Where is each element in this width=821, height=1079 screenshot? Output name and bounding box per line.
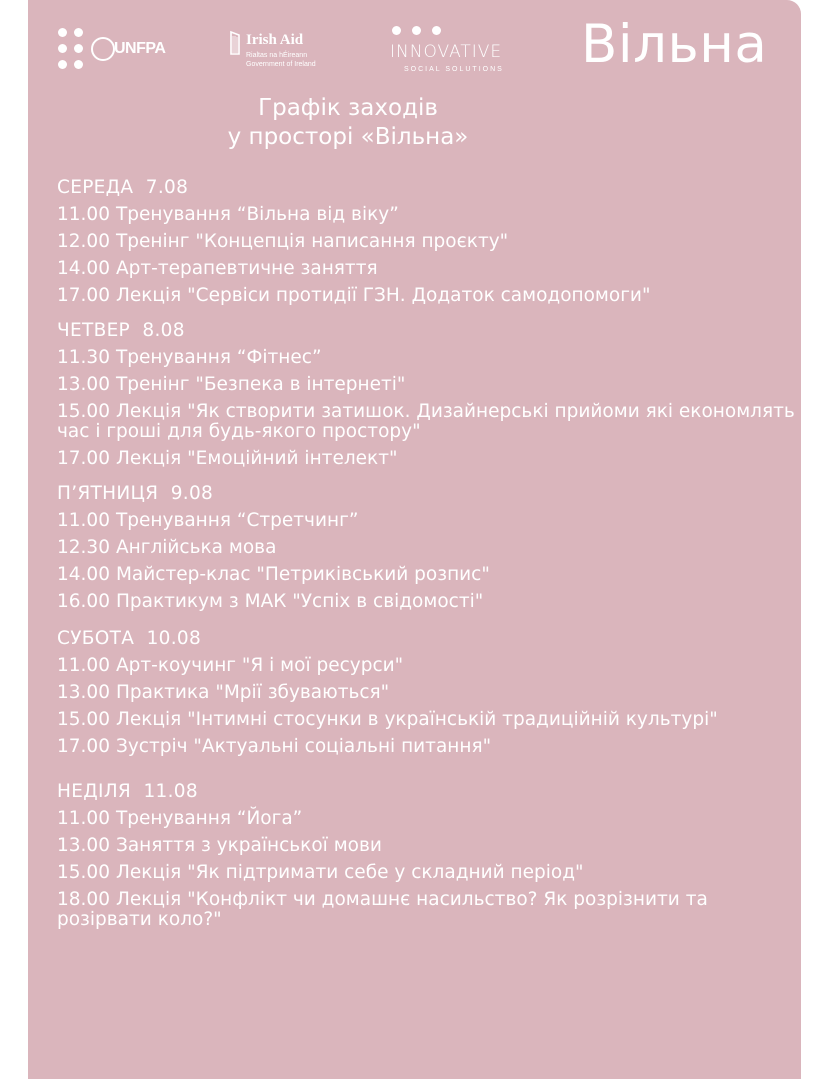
day-name: СУБОТА bbox=[57, 628, 135, 649]
schedule-event bbox=[57, 683, 797, 703]
event-title: Лекція "Як підтримати себе у складний період" bbox=[115, 862, 584, 883]
event-title: Тренування “Фітнес” bbox=[115, 347, 322, 368]
iss-subtitle: SOCIAL SOLUTIONS bbox=[404, 66, 504, 73]
schedule-event bbox=[57, 538, 797, 558]
day-block bbox=[57, 318, 797, 469]
harp-icon bbox=[228, 30, 242, 56]
event-time: 17.00 bbox=[57, 736, 110, 757]
title-line-2: у просторі «Вільна» bbox=[227, 124, 469, 150]
schedule-event bbox=[57, 863, 797, 883]
day-heading bbox=[57, 481, 797, 507]
event-title: Практикум з МАК "Успіх в свідомості" bbox=[115, 591, 484, 612]
schedule-event bbox=[57, 402, 797, 442]
schedule-event bbox=[57, 286, 797, 306]
day-heading bbox=[57, 626, 797, 652]
event-time: 17.00 bbox=[57, 285, 110, 306]
event-title: Тренування “Стретчинг” bbox=[115, 510, 359, 531]
day-date: 10.08 bbox=[146, 628, 202, 649]
day-name: СЕРЕДА bbox=[57, 177, 134, 198]
irish-aid-logo bbox=[228, 30, 338, 78]
schedule-event bbox=[57, 449, 797, 469]
event-time: 15.00 bbox=[57, 709, 110, 730]
event-time: 12.30 bbox=[57, 537, 110, 558]
event-time: 11.30 bbox=[57, 347, 110, 368]
day-date: 8.08 bbox=[142, 320, 185, 341]
event-title: Тренування “Йога” bbox=[115, 808, 303, 829]
schedule-event bbox=[57, 710, 797, 730]
event-time: 11.00 bbox=[57, 808, 110, 829]
unfpa-logo-text: UNFPA bbox=[114, 40, 166, 57]
unfpa-logo bbox=[58, 28, 168, 72]
event-time: 14.00 bbox=[57, 258, 110, 279]
page-title bbox=[28, 94, 668, 152]
day-date: 11.08 bbox=[143, 781, 198, 802]
event-time: 11.00 bbox=[57, 204, 110, 225]
event-time: 11.00 bbox=[57, 510, 110, 531]
title-line-1: Графік заходів bbox=[258, 95, 438, 121]
day-date: 7.08 bbox=[145, 177, 189, 198]
event-title: Майстер-клас "Петриківський розпис" bbox=[115, 564, 490, 585]
event-time: 14.00 bbox=[57, 564, 110, 585]
irish-aid-title: Irish Aid bbox=[246, 32, 304, 48]
event-time: 11.00 bbox=[57, 655, 110, 676]
schedule-event bbox=[57, 809, 797, 829]
schedule-event bbox=[57, 737, 797, 757]
partner-logos bbox=[28, 0, 801, 100]
event-title: Арт-терапевтичне заняття bbox=[115, 258, 378, 279]
event-time: 12.00 bbox=[57, 231, 110, 252]
irish-aid-subtitle-irish: Rialtas na hÉireann bbox=[246, 52, 308, 59]
event-time: 16.00 bbox=[57, 591, 110, 612]
irish-aid-subtitle-english: Government of Ireland bbox=[246, 61, 316, 68]
event-time: 15.00 bbox=[57, 401, 110, 422]
schedule-event bbox=[57, 348, 797, 368]
schedule-event bbox=[57, 890, 797, 930]
day-heading bbox=[57, 175, 797, 201]
schedule-event bbox=[57, 836, 797, 856]
event-title: Тренінг "Безпека в інтернеті" bbox=[115, 374, 406, 395]
event-title: Заняття з української мови bbox=[115, 835, 382, 856]
event-title: Англійська мова bbox=[115, 537, 277, 558]
event-title: Лекція "Інтимні стосунки в українській традиційній культурі" bbox=[115, 709, 718, 730]
event-time: 18.00 bbox=[57, 889, 110, 910]
day-block bbox=[57, 175, 797, 306]
schedule-event bbox=[57, 375, 797, 395]
event-poster bbox=[28, 0, 801, 1079]
event-title: Лекція "Конфлікт чи домашнє насильство? Як розрізнити та розірвати коло?" bbox=[57, 889, 708, 930]
schedule bbox=[57, 175, 797, 937]
day-name: НЕДІЛЯ bbox=[57, 781, 132, 802]
event-title: Практика "Мрії збуваються" bbox=[115, 682, 390, 703]
iss-title: INNOVATIVE bbox=[390, 42, 503, 62]
schedule-event bbox=[57, 592, 797, 612]
schedule-event bbox=[57, 511, 797, 531]
day-heading bbox=[57, 318, 797, 344]
day-date: 9.08 bbox=[170, 483, 214, 504]
event-title: Лекція "Емоційний інтелект" bbox=[115, 448, 398, 469]
event-time: 13.00 bbox=[57, 682, 110, 703]
schedule-event bbox=[57, 656, 797, 676]
day-name: ЧЕТВЕР bbox=[57, 320, 131, 341]
day-heading bbox=[57, 779, 797, 805]
schedule-event bbox=[57, 259, 797, 279]
day-block bbox=[57, 779, 797, 930]
schedule-event bbox=[57, 205, 797, 225]
event-title: Тренування “Вільна від віку” bbox=[115, 204, 399, 225]
event-time: 13.00 bbox=[57, 374, 110, 395]
vilna-logo: Вільна bbox=[581, 14, 768, 75]
day-block bbox=[57, 481, 797, 612]
event-time: 13.00 bbox=[57, 835, 110, 856]
schedule-event bbox=[57, 232, 797, 252]
event-title: Зустріч "Актуальні соціальні питання" bbox=[115, 736, 492, 757]
event-time: 17.00 bbox=[57, 448, 110, 469]
day-block bbox=[57, 626, 797, 757]
event-title: Лекція "Сервіси протидії ГЗН. Додаток самодопомоги" bbox=[115, 285, 651, 306]
day-name: П’ЯТНИЦЯ bbox=[57, 483, 159, 504]
event-title: Тренінг "Концепція написання проєкту" bbox=[115, 231, 509, 252]
event-title: Арт-коучинг "Я і мої ресурси" bbox=[115, 655, 404, 676]
innovative-social-solutions-logo bbox=[390, 26, 520, 76]
event-time: 15.00 bbox=[57, 862, 110, 883]
un-emblem-icon bbox=[91, 37, 115, 61]
schedule-event bbox=[57, 565, 797, 585]
event-title: Лекція "Як створити затишок. Дизайнерські прийоми які економлять час і гроші для будь-якого простору" bbox=[57, 401, 795, 442]
